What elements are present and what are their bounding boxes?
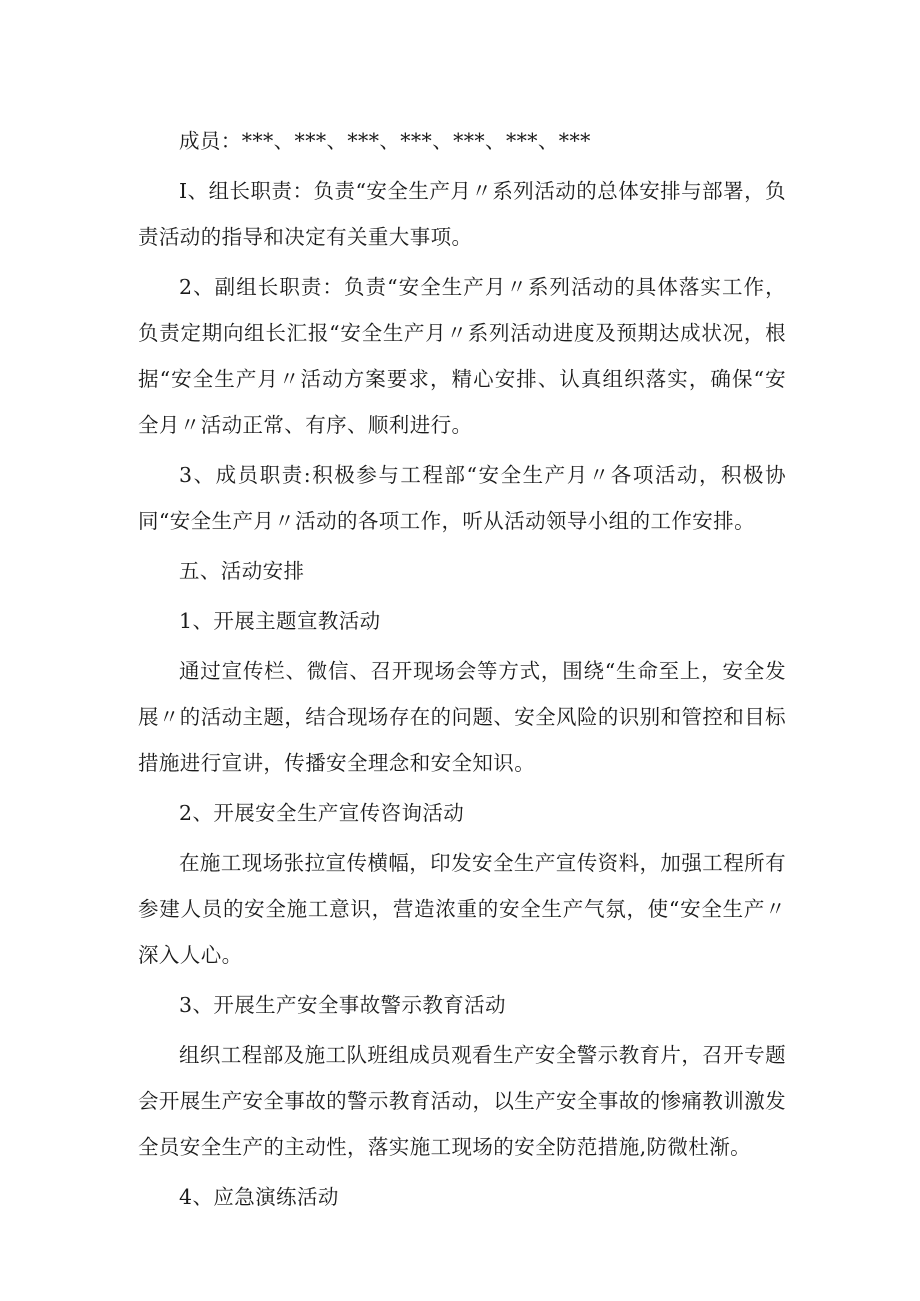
item-body-2: 在施工现场张拉宣传横幅，印发安全生产宣传资料，加强工程所有参建人员的安全施工意识，营造浓重的安全生产气氛，使“安全生产〃深入人心。 (138, 851, 786, 967)
leader-duty-paragraph: I、组长职责：负责“安全生产月〃系列活动的总体安排与部署，负责活动的指导和决定有关重大事项。 (138, 179, 786, 249)
item-heading-3: 3、开展生产安全事故警示教育活动 (179, 993, 506, 1017)
members-line: 成员：***、***、***、***、***、***、*** (179, 129, 591, 153)
document-body (138, 118, 786, 1220)
deputy-duty-paragraph: 2、副组长职责：负责“安全生产月〃系列活动的具体落实工作，负责定期向组长汇报“安全生产月〃系列活动进度及预期达成状况，根据“安全生产月〃活动方案要求，精心安排、认真组织落实，确保“安全月〃活动正常、有序、顺利进行。 (138, 275, 786, 437)
item-heading-2: 2、开展安全生产宣传咨询活动 (179, 801, 465, 825)
member-duty-paragraph: 3、成员职责:积极参与工程部“安全生产月〃各项活动，积极协同“安全生产月〃活动的各项工作，听从活动领导小组的工作安排。 (138, 463, 786, 533)
item-heading-1: 1、开展主题宣教活动 (179, 609, 381, 633)
item-heading-4: 4、应急演练活动 (179, 1185, 339, 1209)
section-heading: 五、活动安排 (179, 559, 305, 583)
item-body-3: 组织工程部及施工队班组成员观看生产安全警示教育片，召开专题会开展生产安全事故的警示教育活动，以生产安全事故的惨痛教训激发全员安全生产的主动性，落实施工现场的安全防范措施,防微杜渐。 (138, 1043, 786, 1159)
item-body-1: 通过宣传栏、微信、召开现场会等方式，围绕“生命至上，安全发展〃的活动主题，结合现场存在的问题、安全风险的识别和管控和目标措施进行宣讲，传播安全理念和安全知识。 (138, 659, 786, 775)
